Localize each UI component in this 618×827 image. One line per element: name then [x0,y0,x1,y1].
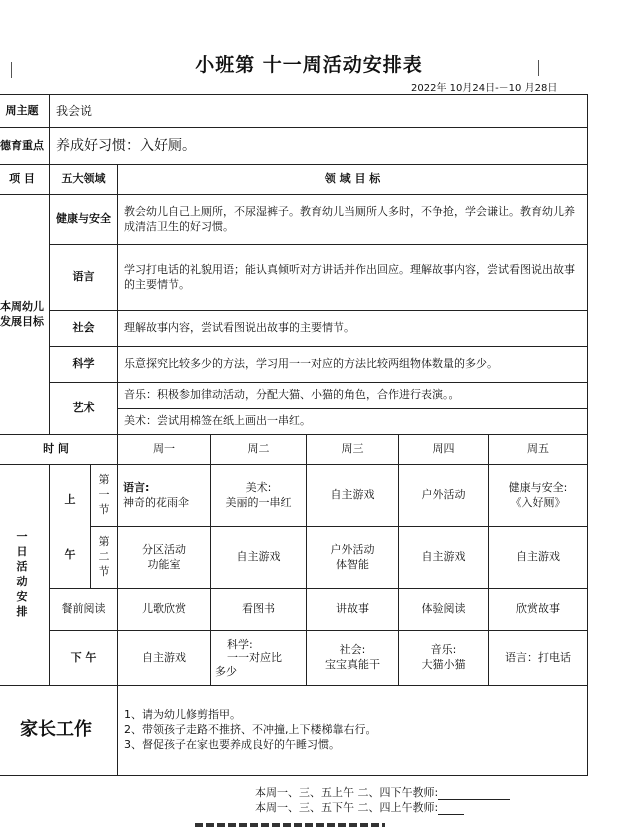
theme-value: 我会说 [50,95,588,128]
s1-fri-topic: 《入好厕》 [510,495,566,509]
s2-wed-line1: 户外活动 [330,542,375,556]
s1-tue-topic: 美丽的一串红 [225,495,292,509]
pm-wed-topic: 宝宝真能干 [325,658,380,671]
session1-text: 第一节 [98,473,110,516]
pm-fri: 语言：打电话 [489,631,588,686]
day-tue: 周二 [211,435,307,465]
session2-text: 第二节 [98,535,110,578]
day-thu: 周四 [399,435,489,465]
pm-tue-line3: 多少 [215,664,237,678]
goal-row-health [0,195,588,245]
day-mon: 周一 [118,435,211,465]
parent-row [0,686,588,776]
parent-item-1: 1、请为幼儿修剪指甲。 [124,708,241,722]
pm-thu-topic: 大猫小猫 [421,658,466,671]
domain-health: 健康与安全 [50,195,118,245]
teacher-blank-2 [438,804,464,815]
day-wed: 周三 [307,435,399,465]
goal-health: 教会幼儿自己上厕所，不尿湿裤子。教育幼儿当厕所人多时，不争抢，学会谦让。教育幼儿养成清洁卫生的好习惯。 [118,195,588,245]
pm-tue-line1: 科学: [227,638,253,652]
pm-tue-line2: 一一对应比 [227,651,282,665]
domain-language: 语言 [50,245,118,311]
goal-social: 理解故事内容，尝试看图说出故事的主要情节。 [118,311,588,347]
s2-wed-line2: 体智能 [336,557,369,571]
pm-wed [307,631,399,686]
s2-mon-line1: 分区活动 [142,542,186,556]
s1-thu: 户外活动 [399,465,489,527]
parent-label: 家长工作 [0,686,118,776]
goal-row-arts-music [0,383,588,409]
s1-mon [118,465,211,527]
s1-mon-subject: 语言: [123,480,150,494]
session2-label [91,527,118,589]
item-header: 项 目 [0,165,50,195]
time-label: 时 间 [0,435,118,465]
domains-header: 五大领域 [50,165,118,195]
s1-fri-subject: 健康与安全: [508,480,568,494]
s2-thu: 自主游戏 [399,527,489,589]
s1-tue [211,465,307,527]
moral-row [0,128,588,165]
footer-line-2 [255,799,464,815]
s1-mon-topic: 神奇的花雨伞 [123,495,189,509]
theme-label: 周主题 [0,95,50,128]
footer-line-1 [255,784,510,800]
table-head-row [0,165,588,195]
read-wed: 讲故事 [307,589,399,631]
read-tue: 看图书 [211,589,307,631]
s2-mon [118,527,211,589]
goal-science: 乐意探究比较多少的方法，学习用一一对应的方法比较两组物体数量的多少。 [118,347,588,383]
read-fri: 欣赏故事 [489,589,588,631]
s2-tue: 自主游戏 [211,527,307,589]
s1-tue-subject: 美术: [245,480,272,494]
parent-item-3: 3、督促孩子在家也要养成良好的午睡习惯。 [124,737,340,751]
footer-line-2-text: 本周一、三、五下午 二、四上午教师: [255,801,439,814]
cropped-text-edge [195,815,385,827]
session1-label [91,465,118,527]
pm-thu-subject: 音乐: [430,643,457,657]
read-thu: 体验阅读 [399,589,489,631]
parent-items [118,686,588,776]
goals-header: 领 域 目 标 [118,165,588,195]
goal-row-language [0,245,588,311]
time-header-row [0,435,588,465]
goal-arts-drawing: 美术：尝试用棉签在纸上画出一串红。 [118,409,588,435]
reading-row [0,589,588,631]
theme-row [0,95,588,128]
goal-arts-music: 音乐：积极参加律动活动，分配大猫、小猫的角色，合作进行表演。。 [118,383,588,409]
parent-item-2: 2、带领孩子走路不推挤、不冲撞,上下楼梯靠右行。 [124,723,377,737]
session1-row [0,465,588,527]
daily-schedule-label [0,465,50,686]
s1-wed: 自主游戏 [307,465,399,527]
page-title: 小班第 十一周活动安排表 [195,54,423,76]
morning-label [50,465,91,589]
pm-mon: 自主游戏 [118,631,211,686]
pm-thu [399,631,489,686]
morning-text: 上午 [64,492,76,561]
s2-mon-line2: 功能室 [147,557,181,571]
domain-science: 科学 [50,347,118,383]
daily-schedule-text: 一日活动安排 [16,530,28,618]
day-fri: 周五 [489,435,588,465]
afternoon-row [0,631,588,686]
domain-social: 社会 [50,311,118,347]
domain-arts: 艺术 [50,383,118,435]
schedule-table [0,94,588,776]
pm-wed-subject: 社会: [339,643,366,657]
s1-fri [489,465,588,527]
weekly-goals-label: 本周幼儿发展目标 [0,195,50,435]
afternoon-label: 下 午 [50,631,118,686]
read-mon: 儿歌欣赏 [118,589,211,631]
s2-wed [307,527,399,589]
s2-fri: 自主游戏 [489,527,588,589]
moral-value: 养成好习惯：入好厕。 [50,128,588,165]
date-range: 2022年 10月24日-－10 月28日 [411,83,558,94]
goal-row-science [0,347,588,383]
moral-label: 德育重点 [0,128,50,165]
goal-language: 学习打电话的礼貌用语；能认真倾听对方讲话并作出回应。理解故事内容，尝试看图说出故事的主要情节。 [118,245,588,311]
pm-tue [211,631,307,686]
goal-row-social [0,311,588,347]
footer-line-1-text: 本周一、三、五上午 二、四下午教师: [255,786,439,799]
reading-label: 餐前阅读 [50,589,118,631]
